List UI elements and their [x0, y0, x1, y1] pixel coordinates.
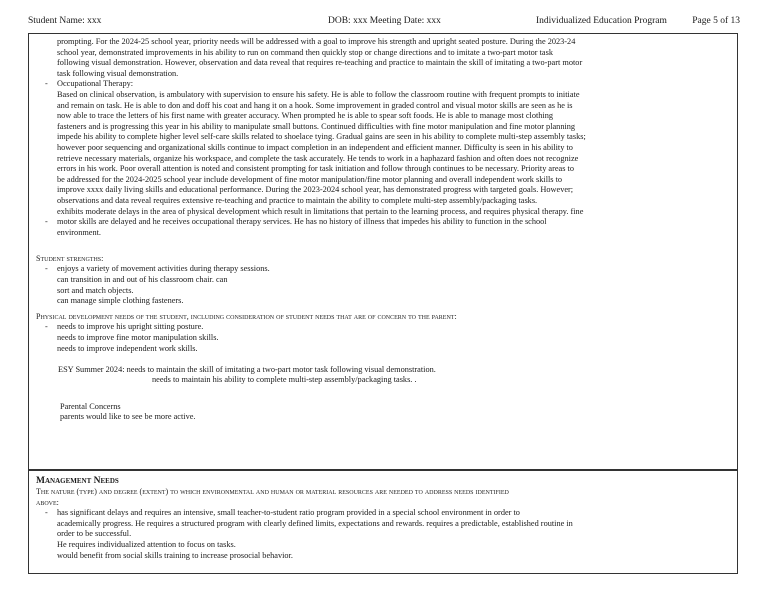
text-line: school year, demonstrated improvements in his ability to run on command then quickly stop or change directions and to imitate a two-part motor task	[57, 47, 553, 57]
text-line: would benefit from social skills training to increase prosocial behavior.	[57, 550, 293, 560]
needs-list	[36, 322, 731, 354]
management-subheading: above:	[36, 497, 59, 507]
text-line: now able to trace the letters of his first name with greater accuracy. When prompted he is able to spear soft foods. He is able to manage most clothing	[57, 111, 554, 121]
text-line: and remain on task. He is able to don and doff his coat and hang it on a hook. Some improvement in graded control and visual motor skills are seen as he is	[57, 100, 573, 110]
text-line: prompting. For the 2024-25 school year, priority needs will be addressed with a goal to improve his strength and upright seated posture. During the 2023-24	[57, 37, 576, 46]
bullet-dash: -	[45, 508, 48, 518]
text-line: impede his ability to complete higher level self-care skills related to shoelace tying. Gradual gains are seen in his ability to complete multi-step assembly tasks;	[57, 132, 586, 142]
esy-text: needs to maintain the skill of imitating a two-part motor task following visual demonstration.	[126, 364, 436, 374]
text-line: environment.	[57, 227, 102, 237]
management-needs-section	[28, 470, 738, 574]
text-line: improve xxxx daily living skills and educational performance. During the 2023-2024 school year, has demonstrated progress with targeted goals. However;	[57, 185, 574, 195]
parental-heading: Parental Concerns	[60, 401, 121, 411]
ot-heading-row	[36, 79, 731, 90]
text-line: order to be successful.	[57, 529, 132, 539]
student-name: Student Name: xxx	[28, 16, 102, 26]
esy-text: needs to maintain his ability to complete multi-step assembly/packaging tasks. .	[152, 375, 417, 385]
management-subheading: The nature (type) and degree (extent) to which environmental and human or material resources are needed to address needs identified	[36, 487, 509, 496]
text-line: however poor sequencing and organizational skills continue to impact completion in an independent and efficient manner. Difficulty is seen in his ability to	[57, 142, 573, 152]
text-line: retrieve necessary materials, organize his workspace, and complete the task accurately. He tends to work in a haphazard fashion and often does not recognize	[57, 153, 579, 163]
list-item: needs to improve fine motor manipulation skills.	[57, 333, 219, 343]
text-line: He requires individualized attention to focus on tasks.	[57, 539, 236, 549]
management-list	[36, 508, 731, 561]
list-item: can manage simple clothing fasteners.	[57, 296, 184, 306]
list-item: sort and match objects.	[57, 285, 134, 295]
text-line: be addressed for the 2024-2025 school year include development of fine motor manipulation/fine motor planning and overall independent work skills to	[57, 174, 563, 184]
bullet-dash: -	[45, 217, 48, 227]
text-line: observations and data reveal requires extensive re-teaching and practice to maintain the ability to complete multi-step assembly/packaging tasks.	[57, 195, 538, 205]
dob-meeting-date: DOB: xxx Meeting Date: xxx	[328, 16, 441, 26]
bullet-dash: -	[45, 264, 48, 274]
page-header	[28, 14, 740, 28]
text-line: fasteners and is progressing this year in his ability to manipulate small buttons. Continued difficulties with fine motor manipulation and fine motor planning	[57, 121, 576, 131]
text-line: following visual demonstration. However, observation and data reveal that requires re-teaching and practice to maintain the skill of imitating a two-part motor	[57, 58, 583, 68]
strengths-heading: Student strengths:	[36, 253, 104, 263]
ot-heading: Occupational Therapy:	[57, 79, 134, 89]
text-line: errors in his work. Poor overall attention is noted and consistent prompting for task initiation and follow through continues to be necessary. Priority areas to	[57, 164, 574, 174]
text-line: academically progress. He requires a structured program with clearly defined limits, expectations and rewards. requires a predictable, established routine in	[57, 518, 573, 528]
ot-summary	[36, 90, 731, 217]
pt-summary	[36, 37, 731, 79]
bullet-dash: -	[45, 79, 48, 89]
list-item: can transition in and out of his classroom chair. can	[57, 275, 228, 285]
motor-skills-row	[36, 217, 731, 238]
program-title: Individualized Education Program	[536, 16, 667, 26]
bullet-dash: -	[45, 322, 48, 332]
page-number: Page 5 of 13	[692, 16, 740, 26]
physical-development-section	[28, 33, 738, 470]
list-item: enjoys a variety of movement activities during therapy sessions.	[57, 264, 270, 274]
management-heading: Management Needs	[36, 476, 119, 486]
esy-row	[36, 365, 731, 376]
text-line: task following visual demonstration.	[57, 68, 179, 78]
parental-text: parents would like to see be more active.	[60, 412, 196, 422]
text-line: Based on clinical observation, is ambulatory with supervision to ensure his safety. He is able to follow the classroom routine with frequent prompts to initiate	[57, 89, 580, 99]
strengths-list	[36, 264, 731, 306]
list-item: needs to improve his upright sitting posture.	[57, 322, 204, 332]
text-line: motor skills are delayed and he receives occupational therapy services. He has no history of illness that impedes his ability to function in the school	[57, 217, 547, 227]
parental-concerns	[36, 402, 731, 423]
esy-label: ESY Summer 2024:	[58, 364, 125, 374]
text-line: has significant delays and requires an intensive, small teacher-to-student ratio program provided in a special school environment in order to	[57, 508, 520, 518]
needs-heading: Physical development needs of the student, including consideration of student needs that are of concern to the parent:	[36, 311, 457, 321]
list-item: needs to improve independent work skills.	[57, 343, 198, 353]
text-line: exhibits moderate delays in the area of physical development which result in limitations that pertain to the learning process, and requires physical therapy. fine	[57, 206, 584, 216]
